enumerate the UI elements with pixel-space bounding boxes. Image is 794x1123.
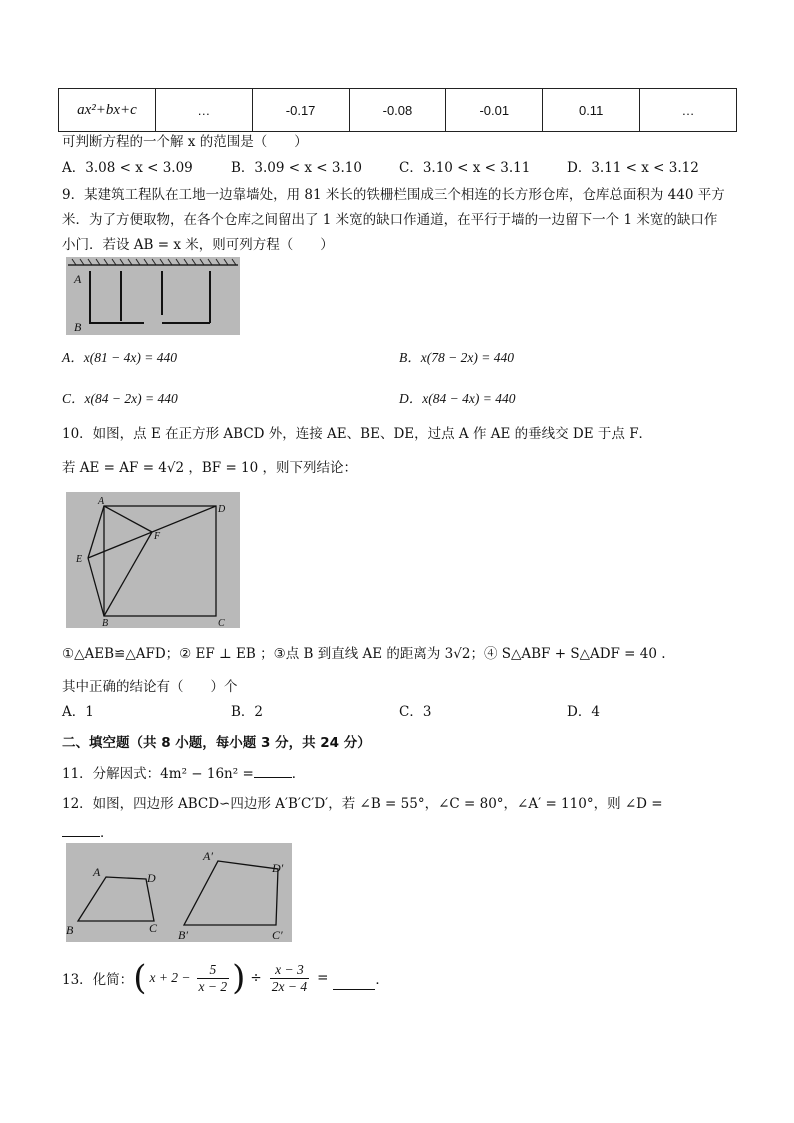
q11-prefix: 11．分解因式：4m² − 16n² = [62,766,254,782]
fig-label: D [147,871,156,885]
q11-suffix: ． [291,766,306,782]
warehouse-diagram [66,257,240,335]
equals-sign: = [317,970,329,986]
right-paren: ) [232,958,246,998]
q9-option-d: D．x(84 − 4x) = 440 [399,391,516,406]
answer-blank [333,977,375,990]
fig-label: A′ [203,849,213,863]
table-cell: -0.01 [446,89,543,132]
fig-label: D′ [272,861,284,875]
fig-label: B [74,320,82,334]
q12-line2 [62,824,114,841]
q10-option-d: D．4 [567,704,600,720]
fraction-numerator: x − 3 [275,961,304,977]
square-diagram [66,492,240,628]
q10-conclusions: ①△AEB≌△AFD；② EF ⊥ EB ；③点 B 到直线 AE 的距离为 3√2；④ S△ABF + S△ADF = 40 . [62,646,666,662]
fig-label: F [154,531,161,542]
q13-expr: x + 2 − [149,970,191,985]
q8-option-c: C．3.10 < x < 3.11 [399,160,531,176]
table-cell: … [640,89,737,132]
q9-line1: 9．某建筑工程队在工地一边靠墙处，用 81 米长的铁栅栏围成三个相连的长方形仓库，仓库总面积为 440 平方 [62,187,725,203]
q13-suffix: ． [375,972,389,988]
fig-label: A [93,865,101,879]
q10-figure [66,492,240,628]
table-cell: … [155,89,252,132]
fig-label: C′ [272,928,283,942]
q12-suffix: ． [100,825,114,841]
fig-label: B′ [178,928,188,942]
fig-label: B [66,923,74,937]
fig-label: C [149,921,158,935]
q9-figure [66,257,240,335]
fig-label: C [218,618,225,628]
q10-line1: 10．如图，点 E 在正方形 ABCD 外，连接 AE、BE、DE，过点 A 作 AE 的垂线交 DE 于点 F． [62,426,653,442]
fraction-numerator: 5 [209,961,217,977]
q8-option-a: A．3.08 < x < 3.09 [62,160,193,176]
table-row [59,89,737,132]
fraction [270,962,309,995]
q9-option-b: B．x(78 − 2x) = 440 [399,350,514,365]
q12-figure [66,843,292,942]
answer-blank [62,824,100,837]
q8-option-d: D．3.11 < x < 3.12 [567,160,699,176]
fig-label: A [98,496,105,507]
answer-blank [254,765,292,778]
fig-label: A [74,272,82,286]
fig-label: D [218,504,226,515]
q10-option-a: A．1 [62,704,94,720]
left-paren: ( [133,958,147,998]
q13 [62,956,389,1000]
q11 [62,765,305,782]
q9-option-c: C．x(84 − 2x) = 440 [62,391,178,406]
fig-label: E [76,554,83,565]
table-cell: -0.08 [349,89,446,132]
table-cell: -0.17 [252,89,349,132]
q8-option-b: B．3.09 < x < 3.10 [231,160,362,176]
section-title: 二、填空题（共 8 小题，每小题 3 分，共 24 分） [62,735,371,751]
table-cell: ax²+bx+c [59,89,156,132]
fig-label: B [102,618,109,628]
q10-line2: 若 AE = AF = 4√2 ，BF = 10 ，则下列结论： [62,460,358,476]
q10-option-b: B．2 [231,704,264,720]
table-cell: 0.11 [543,89,640,132]
q12-line1: 12．如图，四边形 ABCD∽四边形 A′B′C′D′，若 ∠B = 55°，∠C = 80°，∠A′ = 110°，则 ∠D = [62,796,663,812]
q9-option-a: A．x(81 − 4x) = 440 [62,350,177,365]
q8-stem: 可判断方程的一个解 x 的范围是（ ） [62,134,308,150]
similar-quadrilaterals-diagram [66,843,292,942]
q9-line3: 小门．若设 AB = x 米，则可列方程（ ） [62,237,334,253]
fraction [197,962,230,995]
divide-sign: ÷ [250,970,262,986]
fraction-denominator: x − 2 [198,978,228,994]
q13-prefix: 13．化简： [62,972,134,988]
fraction-denominator: 2x − 4 [271,978,308,994]
q10-option-c: C．3 [399,704,432,720]
q10-question: 其中正确的结论有（ ）个 [62,679,238,695]
q9-line2: 米．为了方便取物，在各个仓库之间留出了 1 米宽的缺口作通道，在平行于墙的一边留下一个 1 米宽的缺口作 [62,212,718,228]
value-table [58,88,737,132]
